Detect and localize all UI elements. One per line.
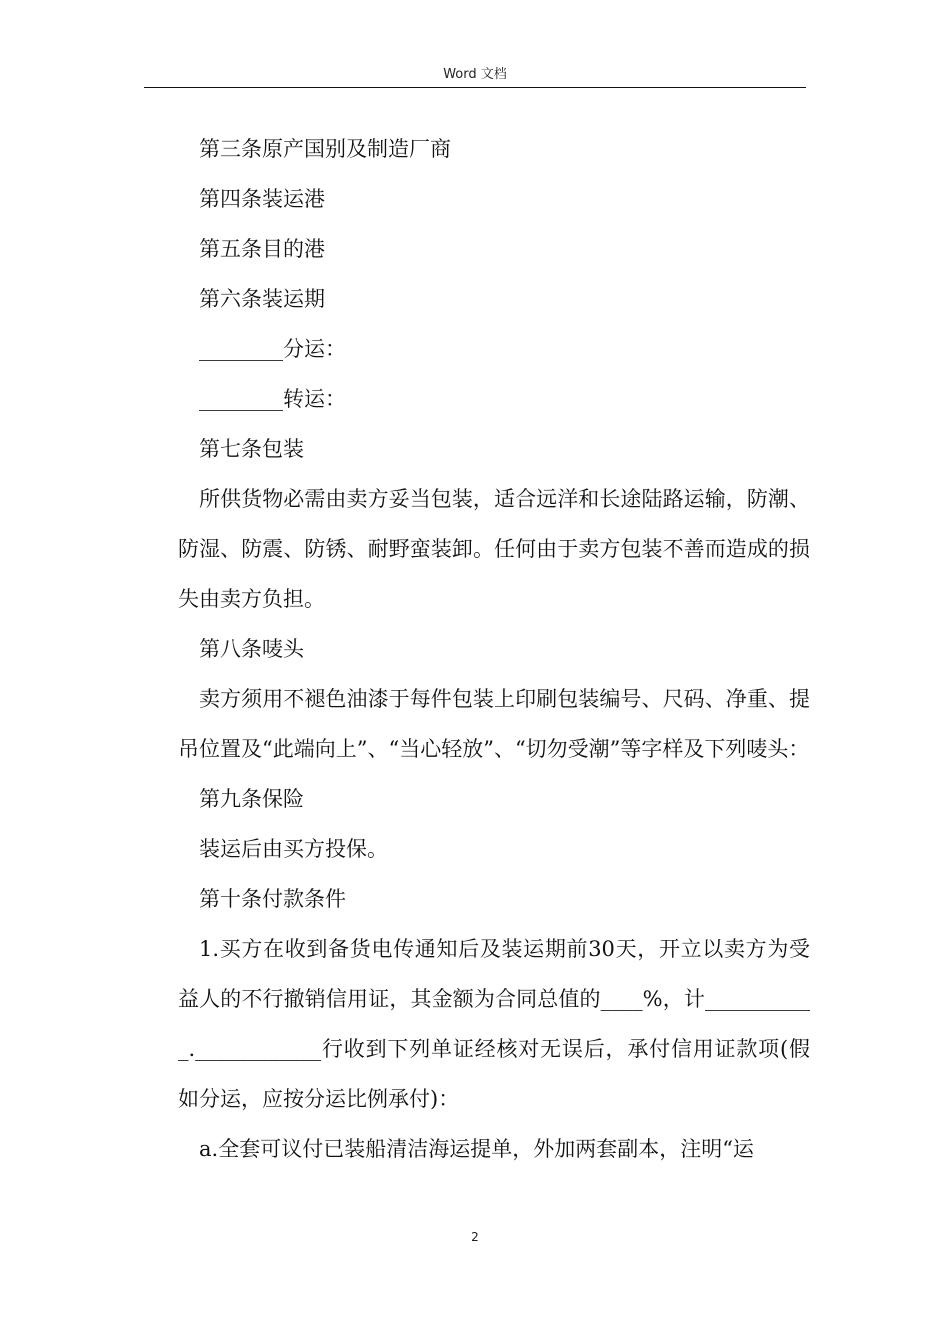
paragraph-insurance-terms: 装运后由买方投保。 — [199, 837, 388, 861]
paragraph-payment-clause-a: a.全套可议付已装船清洁海运提单，外加两套副本，注明“运 — [199, 1137, 754, 1161]
paragraph-article-9: 第九条保险 — [199, 787, 304, 811]
page-number: 2 — [471, 1230, 479, 1244]
paragraph-article-4: 第四条装运港 — [199, 187, 325, 211]
paragraph-payment-clause-1: 1.买方在收到备货电传通知后及装运期前30天，开立以卖方为受益人的不行撤销信用证，其金额为合同总值的____%，计___________.____________行收到下列单证经核对无误后，承付信用证款项(假如分运，应按分运比例承付)： — [178, 937, 810, 1111]
paragraph-article-6: 第六条装运期 — [199, 287, 325, 311]
header-divider — [144, 87, 806, 88]
document-body — [178, 124, 810, 1174]
paragraph-article-3: 第三条原产国别及制造厂商 — [199, 137, 451, 161]
paragraph-transshipment: ________转运： — [199, 387, 346, 411]
paragraph-article-7: 第七条包装 — [199, 437, 304, 461]
paragraph-partial-shipment: ________分运： — [199, 337, 346, 361]
paragraph-article-8: 第八条唛头 — [199, 637, 304, 661]
paragraph-marking-terms: 卖方须用不褪色油漆于每件包装上印刷包装编号、尺码、净重、提吊位置及“此端向上”、“当心轻放”、“切勿受潮”等字样及下列唛头： — [178, 687, 810, 761]
paragraph-packing-terms: 所供货物必需由卖方妥当包装，适合远洋和长途陆路运输，防潮、防湿、防震、防锈、耐野蛮装卸。任何由于卖方包装不善而造成的损失由卖方负担。 — [178, 487, 810, 611]
paragraph-article-10: 第十条付款条件 — [199, 887, 346, 911]
paragraph-article-5: 第五条目的港 — [199, 237, 325, 261]
header-title: Word 文档 — [443, 67, 507, 82]
